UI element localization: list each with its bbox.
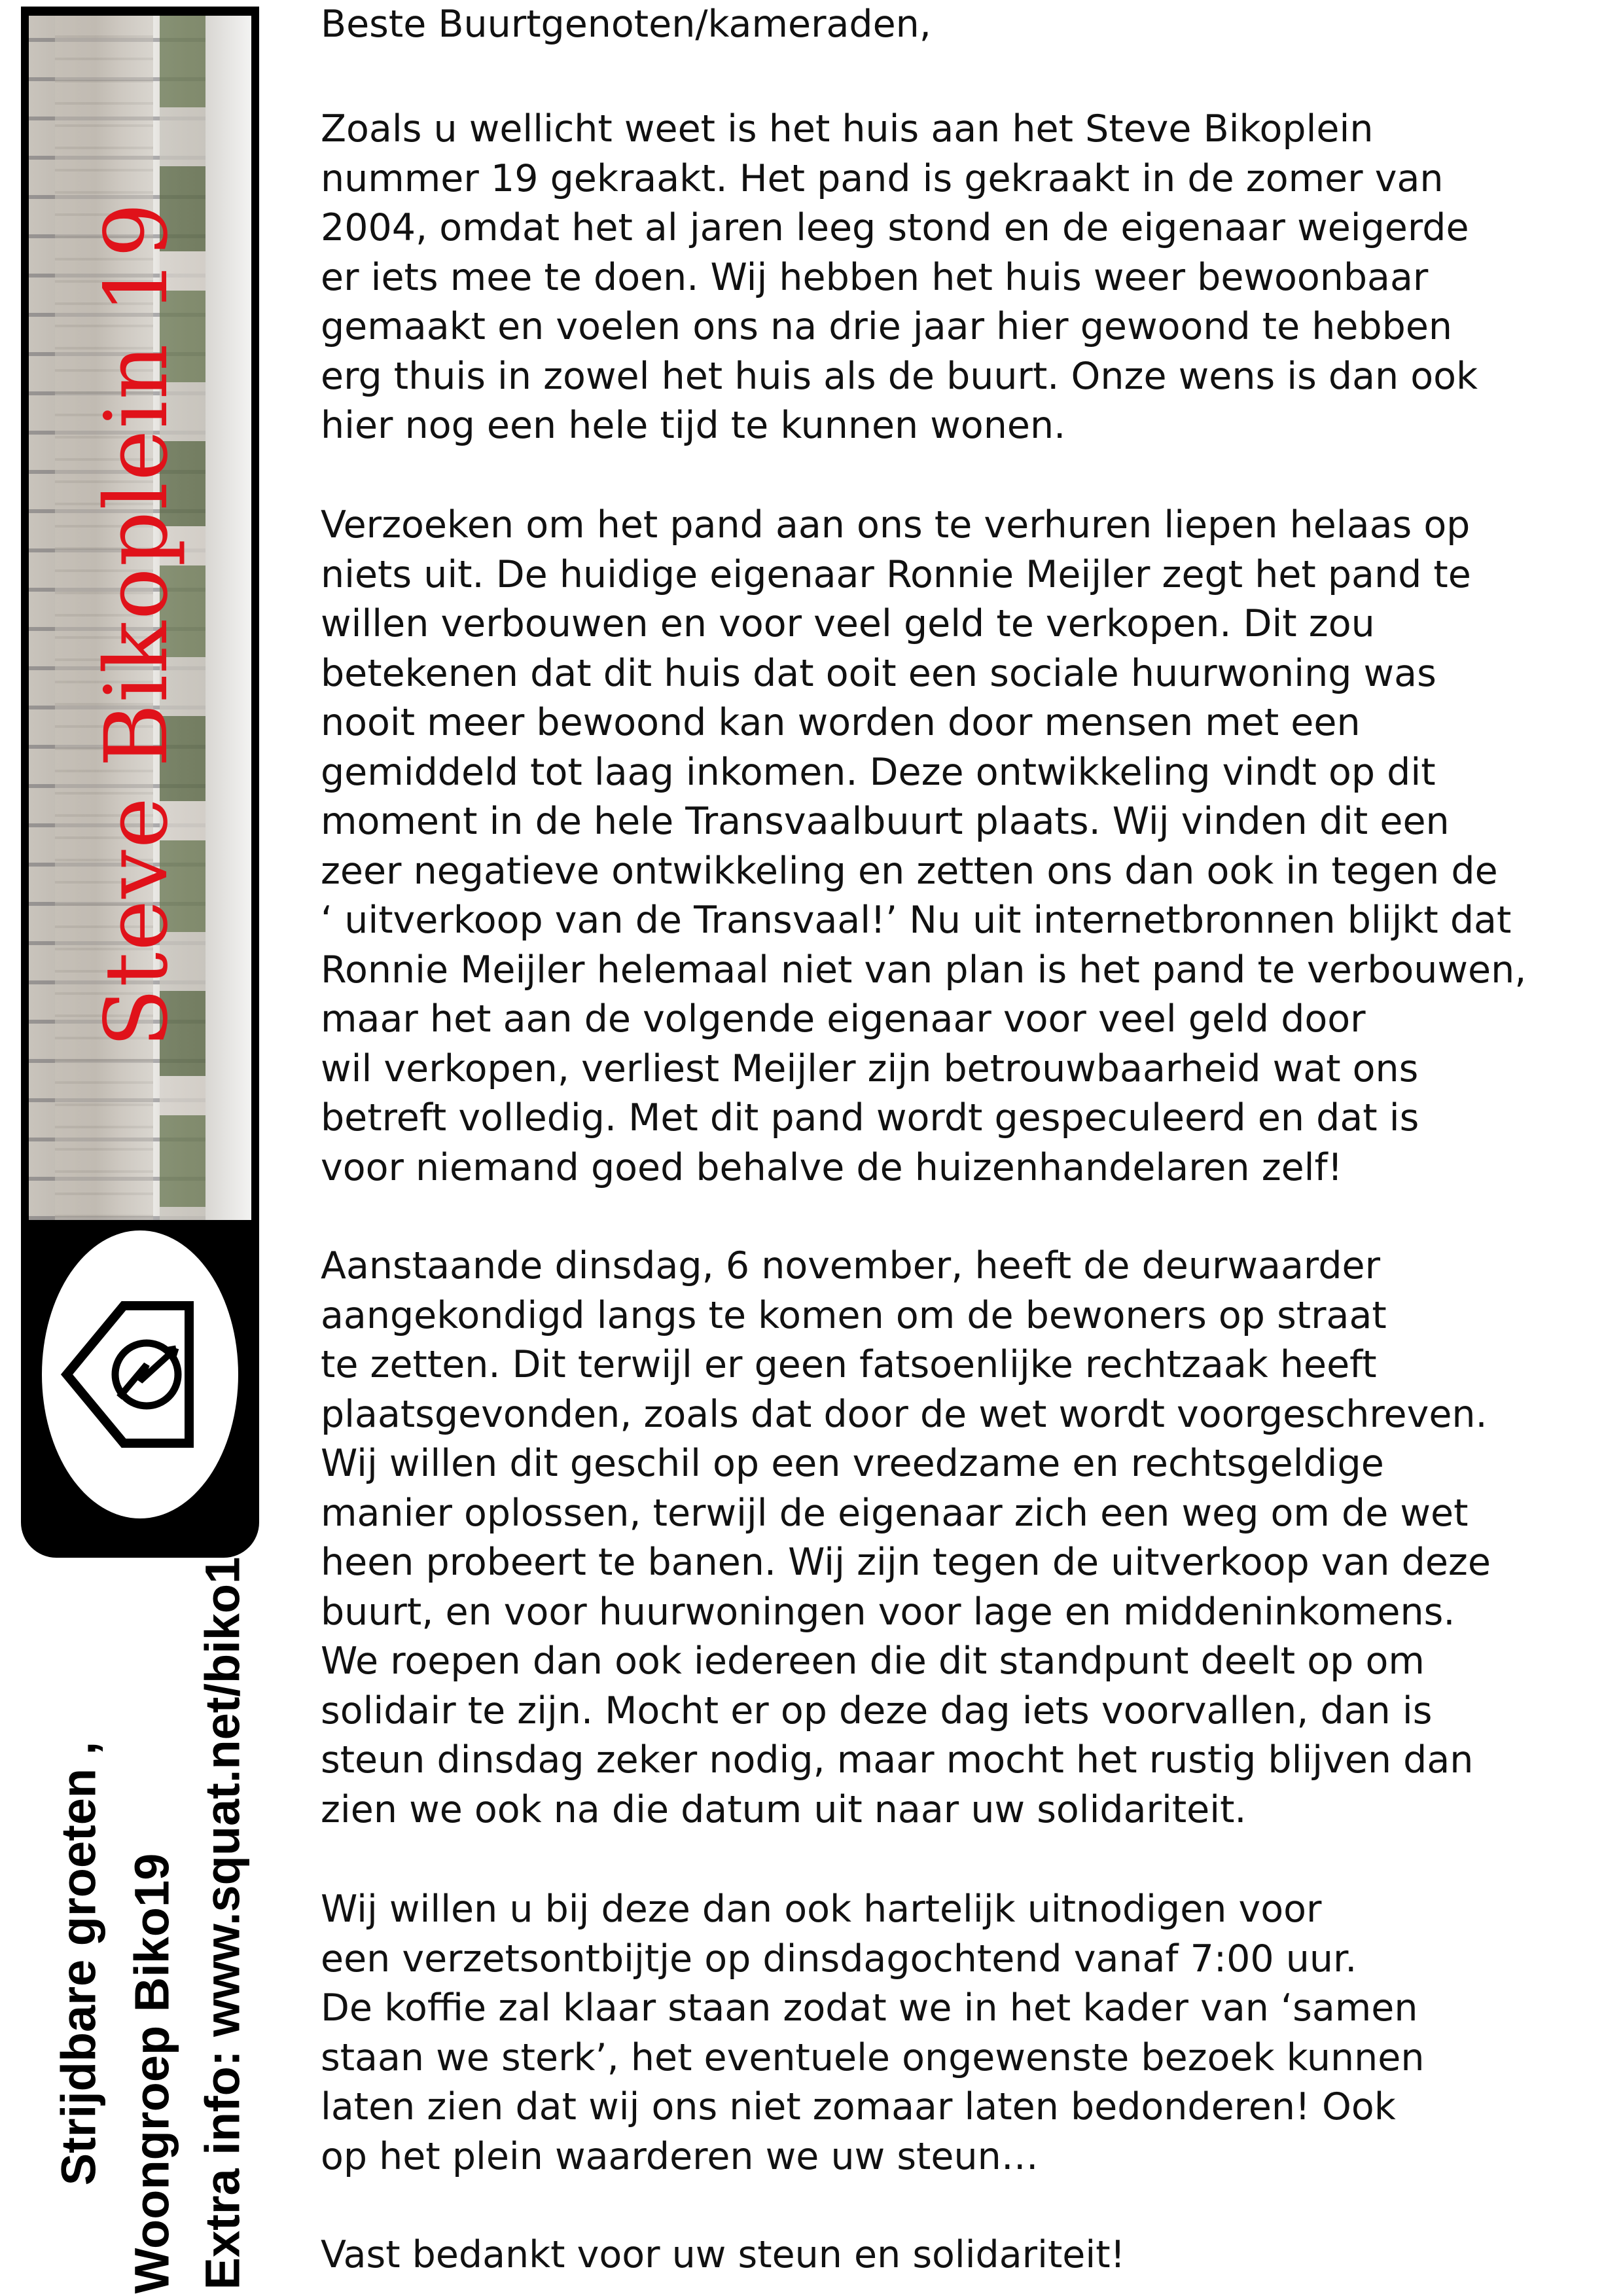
- footer-greeting: Strijdbare groeten ,: [51, 1741, 106, 2186]
- photo-sky: [205, 16, 251, 1220]
- panorama-photo: [29, 16, 251, 1220]
- letter-paragraph-1: Zoals u wellicht weet is het huis aan het Steve Bikoplein nummer 19 gekraakt. Het pand is gekraakt in de zomer van 2004, omdat het al jaren leeg stond en de eigenaar weigerde er iets mee te doen. Wij hebben het huis weer bewoonbaar gemaakt en voelen ons na drie jaar hier gewoond te hebben erg thuis in zowel het huis als de buurt. Onze wens is dan ook hier nog een hele tijd te kunnen wonen.: [321, 107, 1478, 447]
- banner: [21, 7, 259, 1558]
- letter-greeting: Beste Buurtgenoten/kameraden,: [321, 3, 931, 46]
- letter-paragraph-4: Wij willen u bij deze dan ook hartelijk uitnodigen voor een verzetsontbijtje op dinsdagochtend vanaf 7:00 uur. De koffie zal klaar staan zodat we in het kader van ‘samen staan we sterk’, het eventuele ongewenste bezoek kunnen laten zien dat wij ons niet zomaar laten bedonderen! Ook op het plein waarderen we uw steun…: [321, 1888, 1425, 2178]
- squatter-symbol-icon: [42, 1230, 238, 1518]
- banner-title: Steve Bikoplein 19: [86, 201, 187, 1048]
- letter-paragraph-3: Aanstaande dinsdag, 6 november, heeft de deurwaarder aangekondigd langs te komen om de bewoners op straat te zetten. Dit terwijl er geen fatsoenlijke rechtzaak heeft plaatsgevonden, zoals dat door de wet wordt voorgeschreven. Wij willen dit geschil op een vreedzame en rechtsgeldige manier oplossen, terwijl de eigenaar zich een weg om de wet heen probeert te banen. Wij zijn tegen de uitverkoop van deze buurt, en voor huurwoningen voor lage en middeninkomens. We roepen dan ook iedereen die dit standpunt deelt op om solidair te zijn. Mocht er op deze dag iets voorvallen, dan is steun dinsdag zeker nodig, maar mocht het rustig blijven dan zien we ook na die datum uit naar uw solidariteit.: [321, 1244, 1491, 1831]
- logo-badge: [42, 1230, 238, 1518]
- letter-closing: Vast bedankt voor uw steun en solidariteit!: [321, 2233, 1126, 2276]
- letter-paragraph-2: Verzoeken om het pand aan ons te verhuren liepen helaas op niets uit. De huidige eigenaar Ronnie Meijler zegt het pand te willen verbouwen en voor veel geld te verkopen. Dit zou betekenen dat dit huis dat ooit een sociale huurwoning was nooit meer bewoond kan worden door mensen met een gemiddeld tot laag inkomen. Deze ontwikkeling vindt op dit moment in de hele Transvaalbuurt plaats. Wij vinden dit een zeer negatieve ontwikkeling en zetten ons dan ook in tegen de ‘ uitverkoop van de Transvaal!’ Nu uit internetbronnen blijkt dat Ronnie Meijler helemaal niet van plan is het pand te verbouwen, maar het aan de volgende eigenaar voor veel geld door wil verkopen, verliest Meijler zijn betrouwbaarheid wat ons betreft volledig. Met dit pand wordt gespeculeerd en dat is voor niemand goed behalve de huizenhandelaren zelf!: [321, 503, 1527, 1189]
- footer-info-link[interactable]: Extra info: www.squat.net/biko19: [195, 1530, 250, 2290]
- footer-group: Woongroep Biko19: [124, 1853, 179, 2294]
